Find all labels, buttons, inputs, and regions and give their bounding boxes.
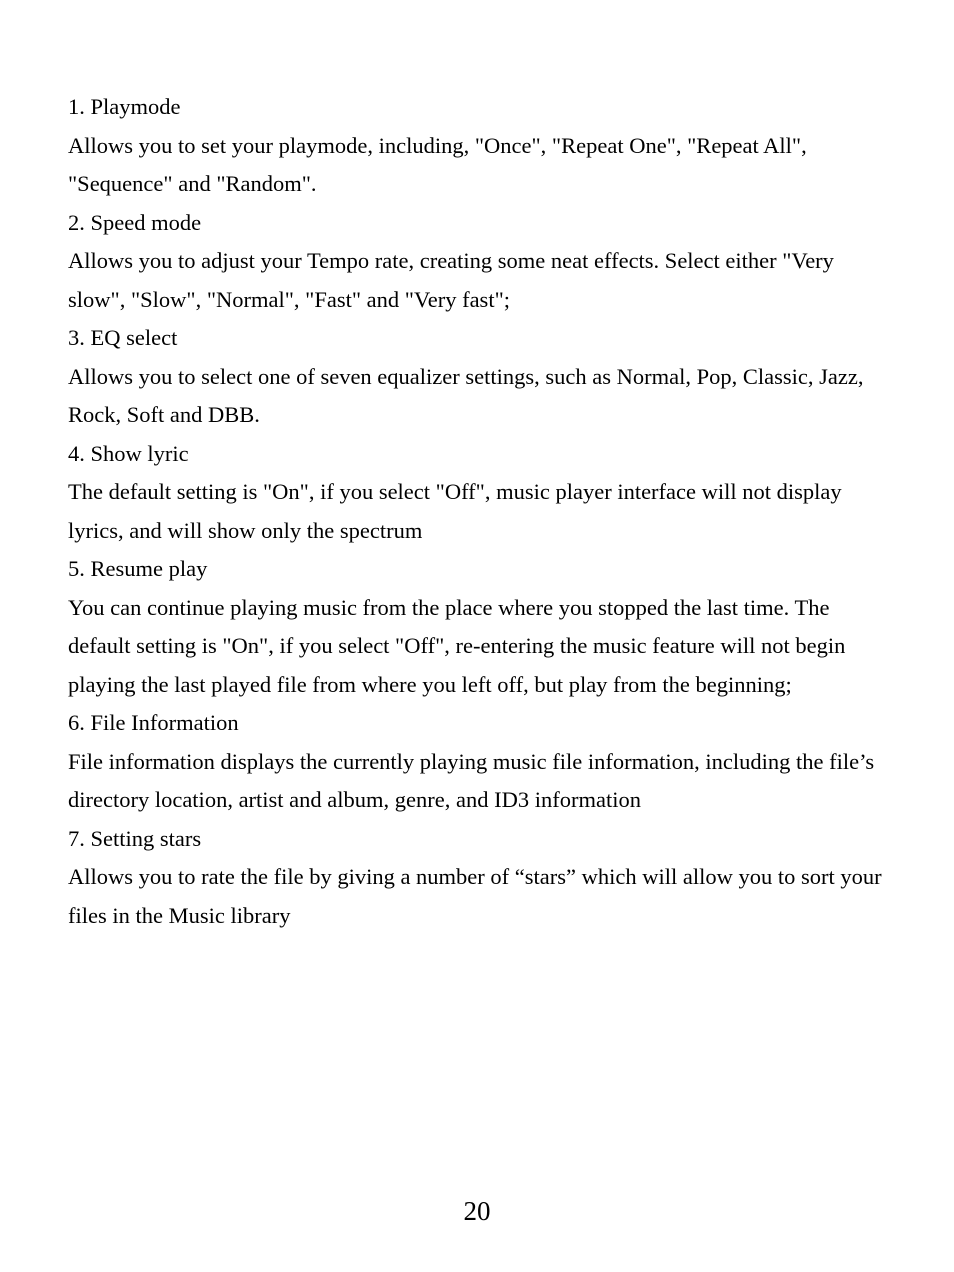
page-content [68, 88, 888, 935]
section-heading: 5. Resume play [68, 556, 208, 581]
section-setting-stars [68, 820, 888, 936]
section-resume-play [68, 550, 888, 704]
section-show-lyric [68, 435, 888, 551]
section-heading: 3. EQ select [68, 325, 178, 350]
section-playmode [68, 88, 888, 204]
section-heading: 2. Speed mode [68, 209, 202, 235]
section-body: You can continue playing music from the place where you stopped the last time. The default setting is "On", if you select "Off", re-entering the music feature will not begin playing the last played file from where you left off, but play from the beginning; [68, 594, 846, 697]
page-number: 20 [463, 1196, 491, 1226]
section-body: Allows you to rate the file by giving a number of “stars” which will allow you to sort your files in the Music library [68, 864, 882, 928]
section-body: Allows you to set your playmode, including, "Once", "Repeat One", "Repeat All", "Sequence" and "Random". [68, 132, 807, 196]
section-body: Allows you to adjust your Tempo rate, creating some neat effects. Select either "Very slow", "Slow", "Normal", "Fast" and "Very fast"; [68, 248, 834, 312]
section-body: The default setting is "On", if you select "Off", music player interface will not display lyrics, and will show only the spectrum [68, 479, 842, 543]
section-heading: 1. Playmode [68, 94, 181, 119]
section-eq-select [68, 319, 888, 435]
section-body: Allows you to select one of seven equalizer settings, such as Normal, Pop, Classic, Jazz, Rock, Soft and DBB. [68, 363, 864, 427]
section-heading: 6. File Information [68, 710, 239, 735]
section-heading: 7. Setting stars [68, 825, 202, 851]
section-heading: 4. Show lyric [68, 440, 189, 466]
section-body: File information displays the currently playing music file information, including the file’s directory location, artist and album, genre, and ID3 information [68, 748, 875, 812]
section-speed-mode [68, 204, 888, 320]
section-file-information [68, 704, 888, 820]
